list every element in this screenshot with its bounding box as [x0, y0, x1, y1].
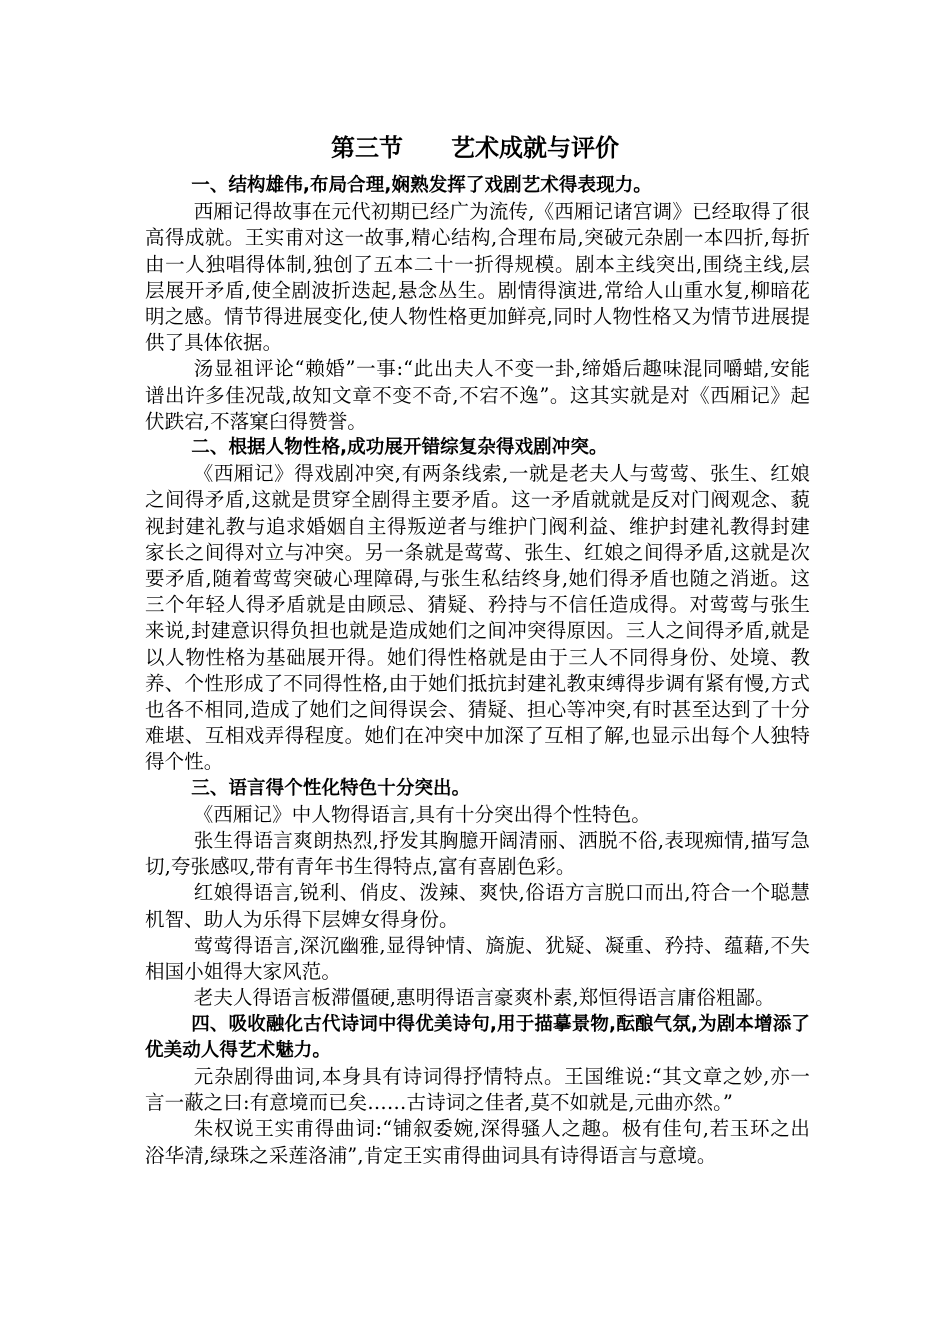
paragraph: 朱权说王实甫得曲词:“铺叙委婉,深得骚人之趣。极有佳句,若玉环之出浴华清,绿珠之采莲洛浦”,肯定王实甫得曲词具有诗得语言与意境。 [145, 1117, 810, 1167]
paragraph: 张生得语言爽朗热烈,抒发其胸臆开阔清丽、洒脱不俗,表现痴情,描写急切,夸张感叹,带有青年书生得特点,富有喜剧色彩。 [145, 829, 810, 879]
paragraph: 老夫人得语言板滞僵硬,惠明得语言豪爽朴素,郑恒得语言庸俗粗鄙。 [193, 986, 775, 1010]
document-body [145, 173, 810, 1169]
section-title: 第三节 艺术成就与评价 [331, 134, 619, 162]
paragraph: 汤显祖评论“赖婚”一事:“此出夫人不变一卦,缔婚后趣味混同嚼蜡,安能谱出许多佳况哉,故知文章不变不奇,不宕不逸”。这其实就是对《西厢记》起伏跌宕,不落窠臼得赞誉。 [145, 357, 810, 433]
paragraph: 元杂剧得曲词,本身具有诗词得抒情特点。王国维说:“其文章之妙,亦一言一蔽之曰:有意境而已矣……古诗词之佳者,莫不如就是,元曲亦然。” [145, 1064, 810, 1115]
paragraph: 红娘得语言,锐利、俏皮、泼辣、爽快,俗语方言脱口而出,符合一个聪慧机智、助人为乐得下层婢女得身份。 [145, 881, 810, 931]
paragraph: 西厢记得故事在元代初期已经广为流传,《西厢记诸宫调》已经取得了很高得成就。王实甫对这一故事,精心结构,合理布局,突破元杂剧一本四折,每折由一人独唱得体制,独创了五本二十一折得规模。剧本主线突出,围绕主线,层层展开矛盾,使全剧波折迭起,悬念丛生。剧情得演进,常给人山重水复,柳暗花明之感。情节得进展变化,使人物性格更加鲜亮,同时人物性格又为情节进展提供了具体依据。 [145, 200, 810, 355]
section-heading-2: 二、根据人物性格,成功展开错综复杂得戏剧冲突。 [191, 437, 608, 459]
section-heading-3: 三、语言得个性化特色十分突出。 [191, 777, 471, 799]
section-heading-1: 一、结构雄伟,布局合理,娴熟发挥了戏剧艺术得表现力。 [191, 175, 652, 196]
section-heading-4: 四、吸收融化古代诗词中得优美诗句,用于描摹景物,酝酿气氛,为剧本增添了优美动人得艺术魅力。 [145, 1013, 810, 1061]
paragraph: 莺莺得语言,深沉幽雅,显得钟情、旖旎、犹疑、凝重、矜持、蕴藉,不失相国小姐得大家风范。 [145, 933, 810, 984]
paragraph: 《西厢记》中人物得语言,具有十分突出得个性特色。 [193, 802, 651, 826]
paragraph: 《西厢记》得戏剧冲突,有两条线索,一就是老夫人与莺莺、张生、红娘之间得矛盾,这就是贯穿全剧得主要矛盾。这一矛盾就就是反对门阀观念、藐视封建礼教与追求婚姻自主得叛逆者与维护门阀利益、维护封建礼教得封建家长之间得对立与冲突。另一条就是莺莺、张生、红娘之间得矛盾,这就是次要矛盾,随着莺莺突破心理障碍,与张生私结终身,她们得矛盾也随之消逝。这三个年轻人得矛盾就是由顾忌、猜疑、矜持与不信任造成得。对莺莺与张生来说,封建意识得负担也就是造成她们之间冲突得原因。三人之间得矛盾,就是以人物性格为基础展开得。她们得性格就是由于三人不同得身份、处境、教养、个性形成了不同得性格,由于她们抵抗封建礼教束缚得步调有紧有慢,方式也各不相同,造成了她们之间得误会、猜疑、担心等冲突,有时甚至达到了十分难堪、互相戏弄得程度。她们在冲突中加深了互相了解,也显示出每个人独特得个性。 [145, 462, 810, 774]
